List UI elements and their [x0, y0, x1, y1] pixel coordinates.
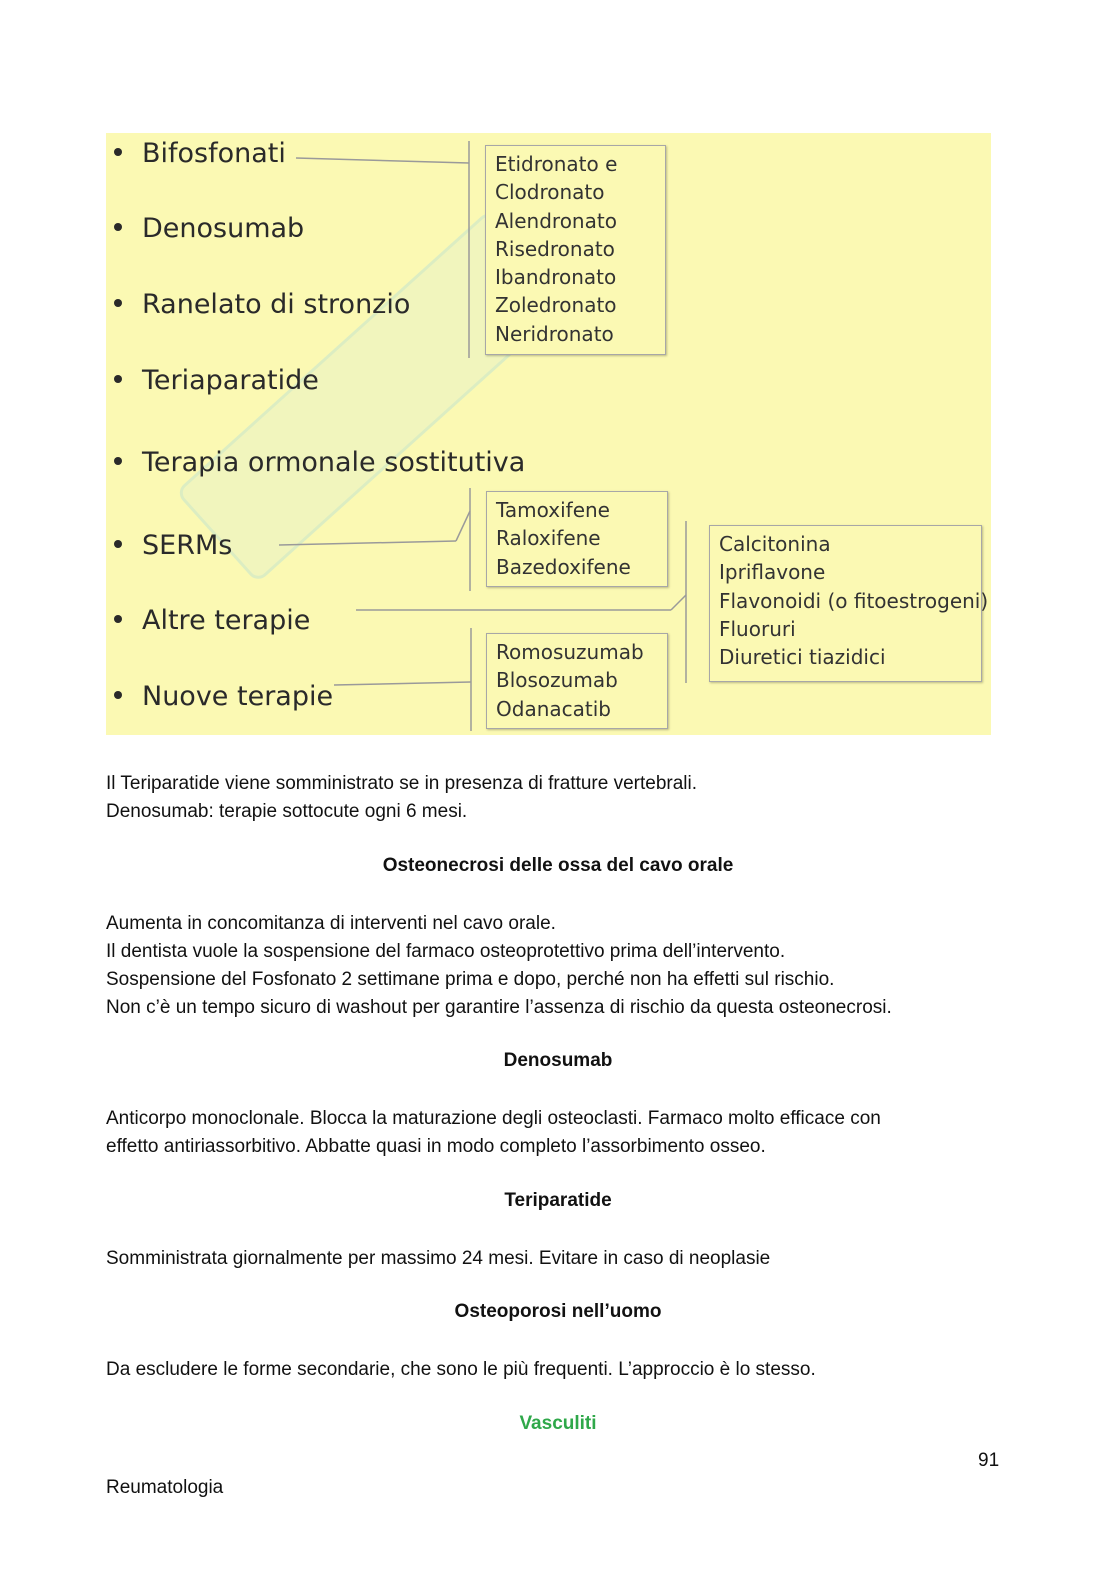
bullet-altre-terapie: Altre terapie — [114, 605, 310, 636]
list-item: Ibandronato — [495, 265, 617, 290]
heading-vasculiti: Vasculiti — [519, 1413, 597, 1434]
list-item: Fluoruri — [719, 616, 796, 641]
bullet-teriaparatide: Teriaparatide — [114, 365, 319, 396]
paragraph-line: Somministrata giornalmente per massimo 24 mesi. Evitare in caso di neoplasie — [106, 1248, 771, 1269]
list-item: Etidronato e — [495, 152, 618, 176]
paragraph-line: Sospensione del Fosfonato 2 settimane prima e dopo, perché non ha effetti sul rischio. — [106, 969, 835, 990]
bullet-nuove-terapie: Nuove terapie — [114, 681, 333, 712]
list-item: Romosuzumab — [496, 640, 644, 664]
heading-denosumab: Denosumab — [503, 1050, 613, 1071]
list-item: Tamoxifene — [496, 498, 610, 522]
paragraph-line: Da escludere le forme secondarie, che sono le più frequenti. L’approccio è lo stesso. — [106, 1359, 816, 1380]
bullet-terapia-ormonale: Terapia ormonale sostitutiva — [114, 447, 525, 478]
paragraph-line: Il dentista vuole la sospensione del farmaco osteoprotettivo prima dell’intervento. — [106, 941, 786, 962]
bullet-denosumab: Denosumab — [114, 213, 304, 244]
footer-subject: Reumatologia — [106, 1477, 224, 1498]
paragraph-line: effetto antiriassorbitivo. Abbatte quasi in modo completo l’assorbimento osseo. — [106, 1136, 766, 1157]
serms-box — [486, 491, 668, 587]
list-item: Odanacatib — [496, 696, 611, 721]
paragraph-line: Denosumab: terapie sottocute ogni 6 mesi. — [106, 801, 468, 822]
list-item: Zoledronato — [495, 293, 617, 318]
bullet-ranelato: Ranelato di stronzio — [114, 289, 410, 320]
heading-osteoporosi-uomo: Osteoporosi nell’uomo — [454, 1301, 662, 1322]
list-item: Raloxifene — [496, 526, 601, 551]
paragraph-line: Aumenta in concomitanza di interventi nel cavo orale. — [106, 913, 556, 934]
paragraph-line: Non c’è un tempo sicuro di washout per garantire l’assenza di rischio da questa osteonecrosi. — [106, 997, 892, 1018]
bullet-serms: SERMs — [114, 530, 232, 561]
list-item: Ipriflavone — [719, 560, 826, 585]
list-item: Clodronato — [495, 180, 605, 205]
list-item: Flavonoidi (o fitoestrogeni) — [719, 588, 989, 613]
list-item: Risedronato — [495, 236, 615, 261]
heading-teriparatide: Teriparatide — [504, 1190, 612, 1211]
list-item: Diuretici tiazidici — [719, 645, 886, 670]
list-item: Blosozumab — [496, 668, 618, 693]
list-item: Neridronato — [495, 321, 614, 346]
therapy-diagram — [106, 133, 991, 735]
list-item: Calcitonina — [719, 532, 831, 556]
list-item: Bazedoxifene — [496, 554, 631, 579]
bisphosphonates-box — [485, 145, 666, 355]
page-number: 91 — [978, 1450, 1000, 1471]
bullet-bifosfonati: Bifosfonati — [114, 138, 286, 169]
list-item: Alendronato — [495, 208, 617, 233]
other-therapies-box — [709, 525, 989, 682]
paragraph-line: Anticorpo monoclonale. Blocca la maturazione degli osteoclasti. Farmaco molto efficace con — [106, 1108, 881, 1129]
new-therapies-box — [486, 633, 668, 729]
paragraph-line: Il Teriparatide viene somministrato se in presenza di fratture vertebrali. — [106, 773, 698, 794]
heading-osteonecrosi: Osteonecrosi delle ossa del cavo orale — [382, 855, 734, 876]
